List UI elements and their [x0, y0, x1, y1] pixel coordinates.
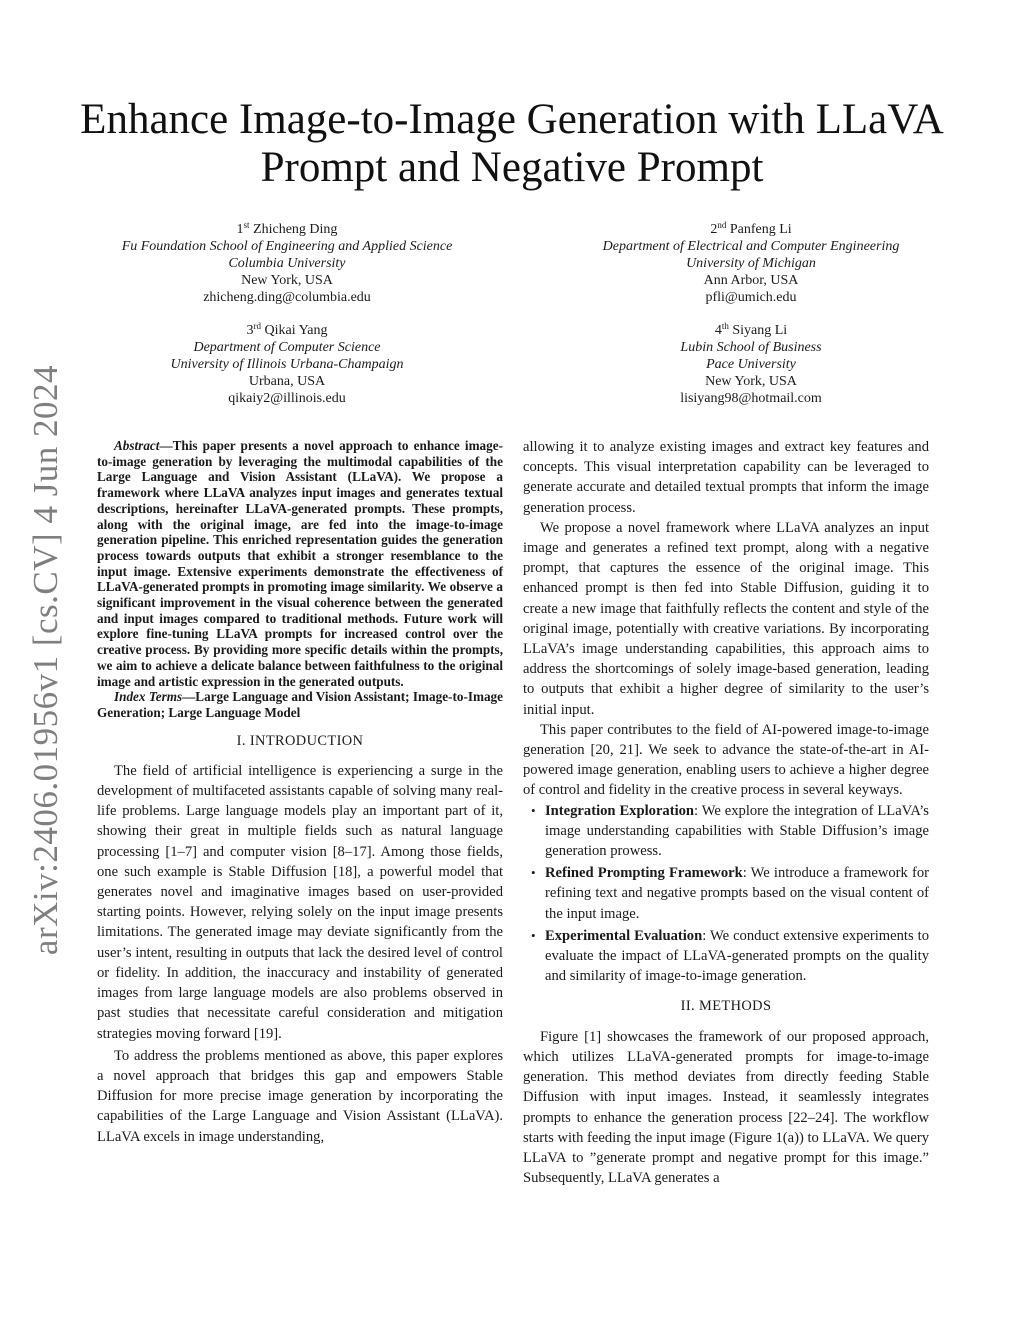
contribution-text: : We introduce a framework for refining text and negative prompts based on the visual content of the input image. [545, 865, 929, 922]
author-location: New York, USA [241, 273, 333, 288]
abstract [97, 438, 503, 689]
section-heading-introduction: I. INTRODUCTION [236, 732, 364, 749]
index-terms-label: Index Terms [114, 689, 183, 705]
left-column [97, 438, 503, 1147]
author-name: Siyang Li [732, 323, 788, 338]
author-institution: University of Illinois Urbana-Champaign [170, 357, 404, 372]
bullet-icon: • [531, 865, 536, 881]
index-terms-text: —Large Language and Vision Assistant; Image-to-Image Generation; Large Language Model [97, 689, 503, 720]
author-email: lisiyang98@hotmail.com [680, 391, 822, 406]
methods-paragraph-1: Figure [1] showcases the framework of our proposed approach, which utilizes LLaVA-generated prompts for image-to-image generation. This method deviates from directly feeding Stable Diffusion with input images. Instead, it seamlessly integrates prompts to enhance the generation process [22–24]. The workflow starts with feeding the input image (Figure 1(a)) to LLaVA. We query LLaVA to ”generate prompt and negative prompt for this image.” Subsequently, LLaVA generates a [523, 1028, 929, 1187]
author-location: Ann Arbor, USA [703, 273, 799, 288]
body-paragraph-contributions: This paper contributes to the field of AI-powered image-to-image generation [20, 21]. We seek to advance the state-of-the-art in AI-powered image generation, enabling users to achieve a higher degree of control and fidelity in the creative process in several keyways. [523, 721, 929, 799]
author-name: Panfeng Li [729, 222, 792, 237]
author-email: qikaiy2@illinois.edu [228, 391, 346, 406]
abstract-label: Abstract [114, 438, 160, 453]
contributions-list [523, 801, 929, 987]
author-institution: University of Michigan [686, 256, 816, 271]
paper-title [80, 96, 944, 192]
author-email: zhicheng.ding@columbia.edu [203, 290, 371, 305]
contribution-text: : We conduct extensive experiments to evaluate the impact of LLaVA-generated prompts on the quality and similarity of image-to-image generation. [545, 927, 929, 985]
author-ordinal: 2 [710, 222, 718, 237]
author-institution: Columbia University [228, 256, 346, 271]
author-email: pfli@umich.edu [705, 290, 797, 305]
author-name: Zhicheng Ding [253, 222, 338, 237]
list-item [523, 926, 929, 987]
author-ordinal-suffix: st [243, 220, 250, 230]
author-ordinal: 4 [714, 323, 722, 338]
index-terms [97, 689, 503, 720]
intro-paragraph-2: To address the problems mentioned as above, this paper explores a novel approach that bridges this gap and empowers Stable Diffusion for more precise image generation by incorporating the capabilities of the Large Language and Vision Assistant (LLaVA). LLaVA excels in image understanding, [97, 1047, 503, 1145]
author-name: Qikai Yang [264, 323, 328, 338]
bullet-icon: • [531, 802, 536, 818]
section-heading-methods: II. METHODS [680, 998, 772, 1015]
body-paragraph-framework: We propose a novel framework where LLaVA analyzes an input image and generates a refined text prompt, along with a negative prompt, that captures the essence of the original image. This enhanced prompt is then fed into Stable Diffusion, guiding it to create a new image that faithfully reflects the content and style of the original image, potentially with creative variations. By incorporating LLaVA’s image understanding capabilities, this approach aims to address the shortcomings of solely image-based generation, leading to outputs that exhibit a higher degree of similarity to the user’s initial input. [523, 519, 929, 718]
author-block-2 [561, 217, 941, 306]
list-item [523, 863, 929, 924]
contribution-head: Integration Exploration [545, 802, 695, 819]
bullet-icon: • [531, 927, 536, 943]
author-location: Urbana, USA [248, 374, 326, 389]
author-affiliation: Lubin School of Business [680, 340, 822, 355]
abstract-text: —This paper presents a novel approach to enhance image-to-image generation by leveraging the multimodal capabilities of the Large Language and Vision Assistant (LLaVA). We propose a framework where LLaVA analyzes input images and generates textual descriptions, hereinafter LLaVA-generated prompts. These prompts, along with the original image, are fed into the image-to-image generation pipeline. This enriched representation guides the generation process towards outputs that exhibit a stronger resemblance to the input image. Extensive experiments demonstrate the effectiveness of LLaVA-generated prompts in promoting image similarity. We observe a significant improvement in the visual coherence between the generated and input images compared to traditional methods. Future work will explore fine-tuning LLaVA prompts for increased control over the creative process. By providing more specific details within the prompts, we aim to achieve a delicate balance between faithfulness to the original image and artistic expression in the generated outputs. [97, 438, 503, 689]
author-ordinal-suffix: th [721, 321, 729, 331]
author-ordinal-suffix: rd [253, 321, 261, 331]
author-ordinal: 1 [236, 222, 244, 237]
title-line-2: Prompt and Negative Prompt [260, 144, 764, 191]
author-affiliation: Fu Foundation School of Engineering and Applied Science [121, 239, 453, 254]
author-ordinal-suffix: nd [717, 220, 727, 230]
author-affiliation: Department of Electrical and Computer Engineering [602, 239, 900, 254]
author-block-3 [97, 318, 477, 407]
body-paragraph-continued: allowing it to analyze existing images and extract key features and concepts. This visual interpretation capability can be leveraged to generate accurate and detailed textual prompts that inform the image generation process. [523, 439, 929, 516]
contribution-head: Refined Prompting Framework [545, 865, 743, 882]
author-block-1 [97, 217, 477, 306]
contribution-head: Experimental Evaluation [545, 927, 703, 944]
intro-paragraph-1: The field of artificial intelligence is experiencing a surge in the development of multifaceted assistants capable of solving many real-life problems. Large language models play an important part of it, showing their great in multiple fields such as natural language processing [1–7] and computer vision [8–17]. Among those fields, one such example is Stable Diffusion [18], a powerful model that generates novel and imaginative images based on user-provided starting points. However, relying solely on the input image presents limitations. The generated image may deviate significantly from the user’s intent, resulting in outputs that lack the desired level of control or fidelity. In addition, the inaccuracy and instability of generated images from large language models are also problems observed in past studies that necessitate careful consideration and mitigation strategies moving forward [19]. [97, 762, 503, 1042]
contribution-text: : We explore the integration of LLaVA’s image understanding capabilities with Stable Diffusion’s image generation prowess. [545, 802, 929, 860]
author-ordinal: 3 [246, 323, 254, 338]
author-affiliation: Department of Computer Science [193, 340, 381, 355]
author-location: New York, USA [705, 374, 797, 389]
arxiv-identifier-stamp: arXiv:2406.01956v1 [cs.CV] 4 Jun 2024 [26, 364, 65, 956]
list-item [523, 801, 929, 862]
author-institution: Pace University [706, 357, 796, 372]
author-block-4 [561, 318, 941, 407]
title-line-1: Enhance Image-to-Image Generation with LLaVA [80, 96, 944, 143]
right-column [523, 437, 929, 1188]
